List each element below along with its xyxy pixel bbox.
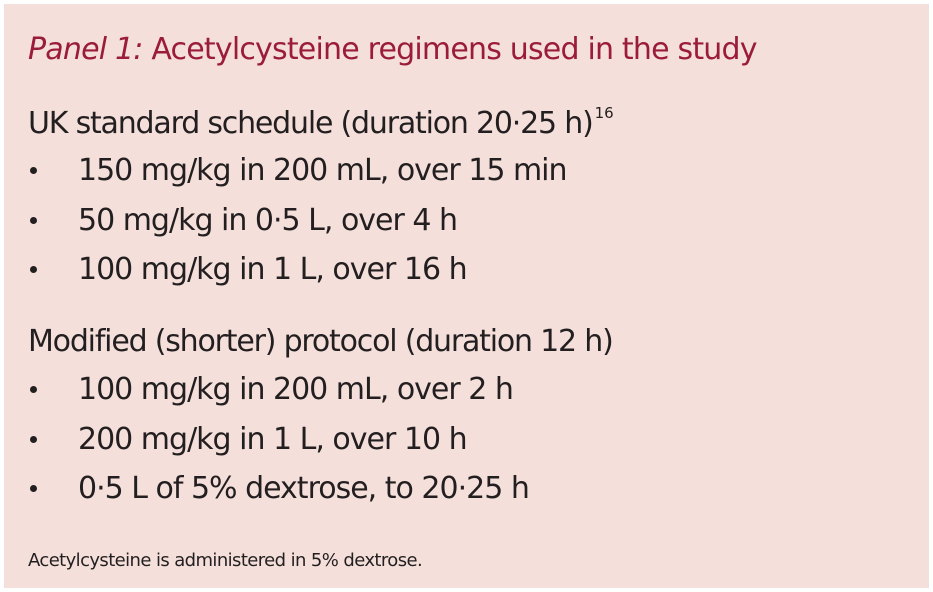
bullet-icon	[30, 386, 37, 393]
list-item-text: 0·5 L of 5% dextrose, to 20·25 h	[78, 471, 529, 506]
section-heading-text: Modified (shorter) protocol (duration 12 h)	[28, 324, 613, 359]
section-heading-text: UK standard schedule (duration 20·25 h)	[28, 106, 593, 141]
panel-box	[4, 4, 929, 588]
list-item-text: 100 mg/kg in 200 mL, over 2 h	[78, 372, 513, 407]
bullet-icon	[30, 266, 37, 273]
bullet-icon	[30, 436, 37, 443]
panel-title-text: Acetylcysteine regimens used in the study	[142, 32, 757, 67]
bullet-icon	[30, 485, 37, 492]
section-heading-modified-protocol	[28, 324, 613, 359]
list-item-text: 150 mg/kg in 200 mL, over 15 min	[78, 153, 567, 188]
bullet-icon	[30, 167, 37, 174]
section-heading-uk-standard	[28, 106, 614, 141]
panel-title-label: Panel 1:	[28, 32, 143, 67]
footnote: Acetylcysteine is administered in 5% dextrose.	[28, 550, 423, 571]
list-item-text: 200 mg/kg in 1 L, over 10 h	[78, 421, 467, 457]
list-item-text: 100 mg/kg in 1 L, over 16 h	[78, 252, 467, 287]
panel-title	[28, 32, 757, 67]
bullet-icon	[30, 217, 37, 224]
reference-superscript: 16	[594, 104, 614, 122]
list-item-text: 50 mg/kg in 0·5 L, over 4 h	[78, 202, 458, 238]
